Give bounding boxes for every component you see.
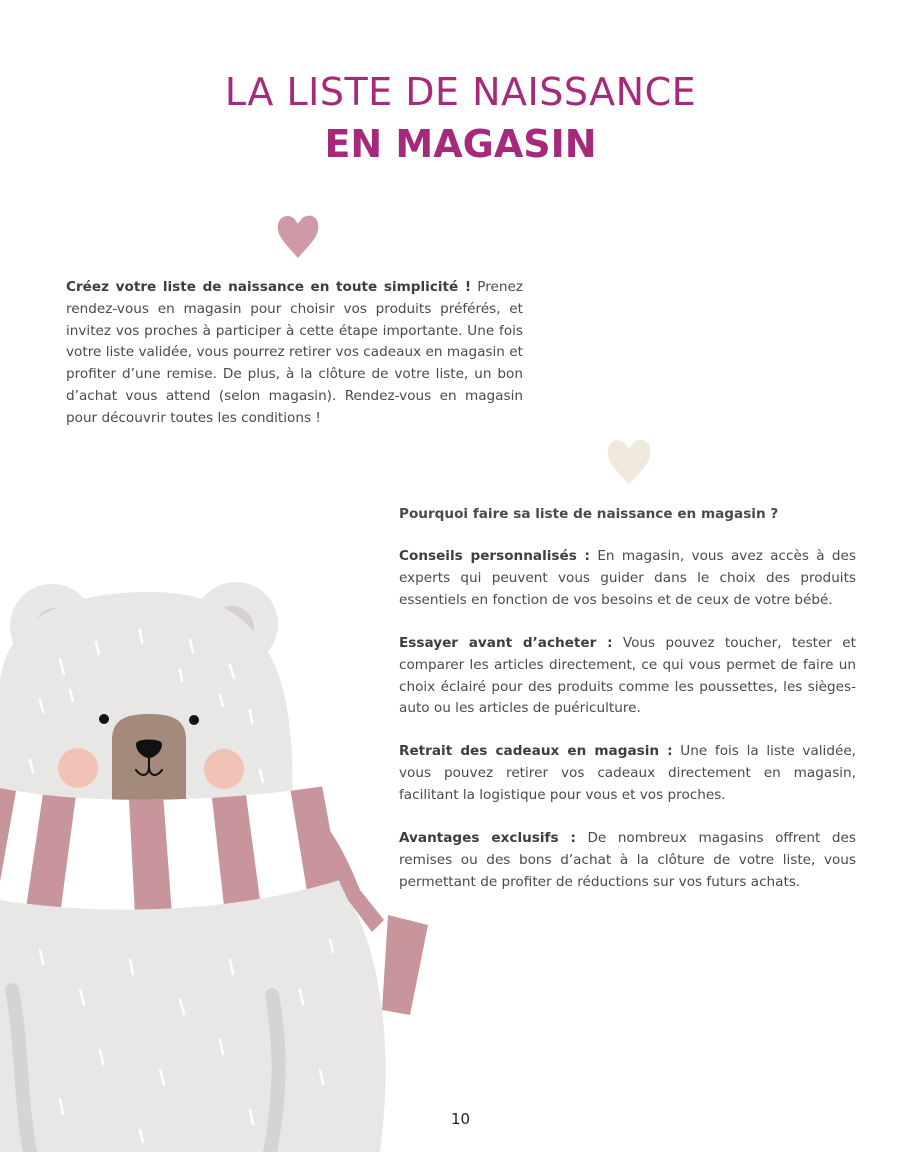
heart-icon [276, 212, 320, 260]
benefit-label: Essayer avant d’acheter : [399, 635, 613, 651]
benefit-label: Retrait des cadeaux en magasin : [399, 743, 673, 759]
intro-lead: Créez votre liste de naissance en toute simplicité ! [66, 279, 472, 295]
benefit-paragraph [399, 633, 856, 720]
benefit-label: Conseils personnalisés : [399, 548, 590, 564]
page-title-line1: LA LISTE DE NAISSANCE [224, 70, 697, 114]
benefit-paragraph [399, 741, 856, 806]
benefit-text: En magasin, vous avez accès à des experts qui peuvent vous guider dans le choix des produits essentiels en fonction de vos besoins et de ceux de votre bébé. [399, 548, 856, 608]
page-title-line2: EN MAGASIN [324, 122, 597, 166]
benefit-paragraph [399, 546, 856, 611]
page-number: 10 [450, 1110, 471, 1128]
benefit-text: Vous pouvez toucher, tester et comparer les articles directement, ce qui vous permet de faire un choix éclairé pour des produits comme les poussettes, les sièges-auto ou les articles de puériculture. [399, 635, 856, 717]
intro-paragraph [66, 277, 523, 430]
section-title: Pourquoi faire sa liste de naissance en magasin ? [399, 506, 779, 522]
polar-bear-illustration [0, 570, 440, 1152]
intro-body: Prenez rendez-vous en magasin pour choisir vos produits préférés, et invitez vos proches à participer à cette étape importante. Une fois votre liste validée, vous pourrez retirer vos cadeaux en magasin et profiter d’une remise. De plus, à la clôture de votre liste, un bon d’achat vous attend (selon magasin). Rendez-vous en magasin pour découvrir toutes les conditions ! [66, 279, 523, 426]
benefit-text: De nombreux magasins offrent des remises ou des bons d’achat à la clôture de votre liste, vous permettant de profiter de réductions sur vos futurs achats. [399, 830, 856, 890]
benefit-paragraph [399, 828, 856, 893]
heart-icon [606, 436, 652, 486]
benefit-text: Une fois la liste validée, vous pouvez retirer vos cadeaux directement en magasin, facilitant la logistique pour vous et vos proches. [399, 743, 857, 803]
benefit-label: Avantages exclusifs : [399, 830, 576, 846]
